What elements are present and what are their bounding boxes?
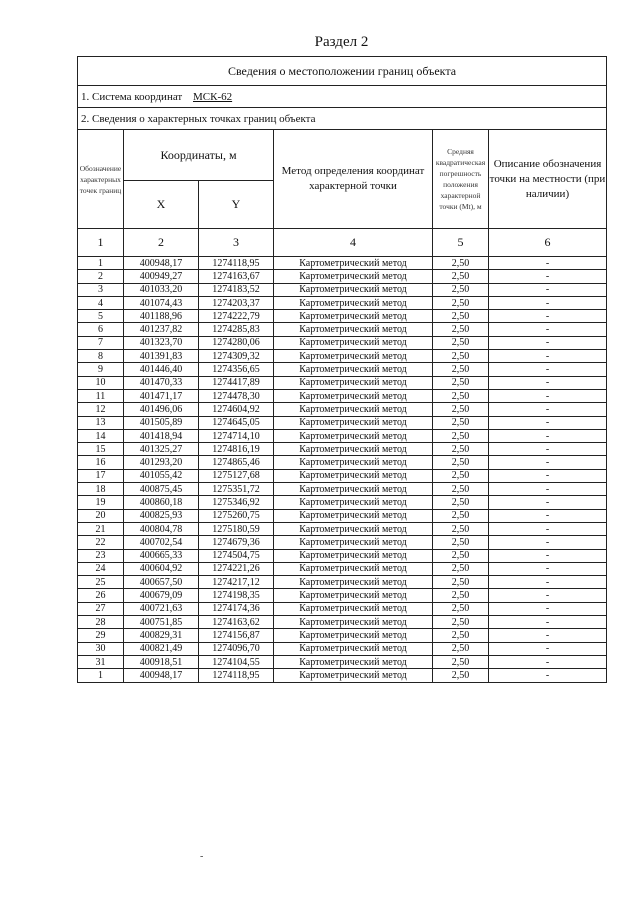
table-row xyxy=(78,469,607,482)
table-row xyxy=(78,496,607,509)
rms-error-cell: 2,50 xyxy=(433,403,489,416)
description-cell: - xyxy=(489,416,607,429)
column-number: 6 xyxy=(489,229,607,257)
description-cell: - xyxy=(489,363,607,376)
point-id-cell: 18 xyxy=(78,483,124,496)
x-coord-cell: 400751,85 xyxy=(124,616,199,629)
x-coord-cell: 401471,17 xyxy=(124,389,199,402)
table-row xyxy=(78,403,607,416)
rms-error-cell: 2,50 xyxy=(433,389,489,402)
x-coord-cell: 400702,54 xyxy=(124,536,199,549)
description-cell: - xyxy=(489,296,607,309)
description-cell: - xyxy=(489,655,607,668)
rms-error-cell: 2,50 xyxy=(433,296,489,309)
description-cell: - xyxy=(489,509,607,522)
method-cell: Картометрический метод xyxy=(274,602,433,615)
x-coord-cell: 400804,78 xyxy=(124,522,199,535)
method-cell: Картометрический метод xyxy=(274,363,433,376)
table-row xyxy=(78,536,607,549)
rms-error-cell: 2,50 xyxy=(433,363,489,376)
characteristic-points-label: 2. Сведения о характерных точках границ объекта xyxy=(78,108,607,130)
method-cell: Картометрический метод xyxy=(274,629,433,642)
y-coord-cell: 1274280,06 xyxy=(199,336,274,349)
description-cell: - xyxy=(489,310,607,323)
table-row xyxy=(78,376,607,389)
y-coord-cell: 1274417,89 xyxy=(199,376,274,389)
column-number: 2 xyxy=(124,229,199,257)
rms-error-cell: 2,50 xyxy=(433,589,489,602)
method-cell: Картометрический метод xyxy=(274,456,433,469)
method-cell: Картометрический метод xyxy=(274,376,433,389)
table-row xyxy=(78,363,607,376)
table-row xyxy=(78,642,607,655)
method-cell: Картометрический метод xyxy=(274,576,433,589)
y-coord-cell: 1274478,30 xyxy=(199,389,274,402)
y-coord-cell: 1274604,92 xyxy=(199,403,274,416)
method-cell: Картометрический метод xyxy=(274,589,433,602)
point-id-cell: 31 xyxy=(78,655,124,668)
method-cell: Картометрический метод xyxy=(274,549,433,562)
table-row xyxy=(78,562,607,575)
table-row xyxy=(78,416,607,429)
header-coordinates: Координаты, м xyxy=(124,130,274,181)
method-cell: Картометрический метод xyxy=(274,522,433,535)
description-cell: - xyxy=(489,589,607,602)
coord-system-value: МСК-62 xyxy=(192,90,233,103)
method-cell: Картометрический метод xyxy=(274,416,433,429)
y-coord-cell: 1274504,75 xyxy=(199,549,274,562)
column-number: 5 xyxy=(433,229,489,257)
table-row xyxy=(78,589,607,602)
description-cell: - xyxy=(489,616,607,629)
rms-error-cell: 2,50 xyxy=(433,576,489,589)
rms-error-cell: 2,50 xyxy=(433,536,489,549)
y-coord-cell: 1274285,83 xyxy=(199,323,274,336)
rms-error-cell: 2,50 xyxy=(433,602,489,615)
point-id-cell: 21 xyxy=(78,522,124,535)
table-row xyxy=(78,576,607,589)
table-row xyxy=(78,602,607,615)
method-cell: Картометрический метод xyxy=(274,389,433,402)
table-row xyxy=(78,456,607,469)
y-coord-cell: 1274309,32 xyxy=(199,350,274,363)
y-coord-cell: 1274865,46 xyxy=(199,456,274,469)
y-coord-cell: 1274156,87 xyxy=(199,629,274,642)
method-cell: Картометрический метод xyxy=(274,562,433,575)
x-coord-cell: 401055,42 xyxy=(124,469,199,482)
table-row xyxy=(78,509,607,522)
y-coord-cell: 1275180,59 xyxy=(199,522,274,535)
footer-mark: - xyxy=(200,851,204,862)
point-id-cell: 15 xyxy=(78,443,124,456)
rms-error-cell: 2,50 xyxy=(433,416,489,429)
rms-error-cell: 2,50 xyxy=(433,283,489,296)
method-cell: Картометрический метод xyxy=(274,429,433,442)
x-coord-cell: 400949,27 xyxy=(124,270,199,283)
point-id-cell: 13 xyxy=(78,416,124,429)
header-description: Описание обозначения точки на местности (при наличии) xyxy=(489,130,607,229)
point-id-cell: 27 xyxy=(78,602,124,615)
x-coord-cell: 401505,89 xyxy=(124,416,199,429)
point-id-cell: 20 xyxy=(78,509,124,522)
description-cell: - xyxy=(489,549,607,562)
point-id-cell: 29 xyxy=(78,629,124,642)
rms-error-cell: 2,50 xyxy=(433,270,489,283)
y-coord-cell: 1274118,95 xyxy=(199,669,274,682)
description-cell: - xyxy=(489,283,607,296)
description-cell: - xyxy=(489,642,607,655)
description-cell: - xyxy=(489,576,607,589)
method-cell: Картометрический метод xyxy=(274,655,433,668)
point-id-cell: 19 xyxy=(78,496,124,509)
coord-system-label: 1. Система координат xyxy=(81,90,183,103)
table-row xyxy=(78,283,607,296)
point-id-cell: 1 xyxy=(78,669,124,682)
method-cell: Картометрический метод xyxy=(274,642,433,655)
description-cell: - xyxy=(489,602,607,615)
y-coord-cell: 1275346,92 xyxy=(199,496,274,509)
point-id-cell: 2 xyxy=(78,270,124,283)
rms-error-cell: 2,50 xyxy=(433,669,489,682)
x-coord-cell: 401325,27 xyxy=(124,443,199,456)
y-coord-cell: 1275260,75 xyxy=(199,509,274,522)
x-coord-cell: 401033,20 xyxy=(124,283,199,296)
y-coord-cell: 1274118,95 xyxy=(199,257,274,270)
x-coord-cell: 400657,50 xyxy=(124,576,199,589)
y-coord-cell: 1274198,35 xyxy=(199,589,274,602)
table-row xyxy=(78,336,607,349)
method-cell: Картометрический метод xyxy=(274,350,433,363)
point-id-cell: 25 xyxy=(78,576,124,589)
x-coord-cell: 401188,96 xyxy=(124,310,199,323)
description-cell: - xyxy=(489,403,607,416)
x-coord-cell: 400860,18 xyxy=(124,496,199,509)
point-id-cell: 6 xyxy=(78,323,124,336)
y-coord-cell: 1275127,68 xyxy=(199,469,274,482)
description-cell: - xyxy=(489,350,607,363)
method-cell: Картометрический метод xyxy=(274,283,433,296)
rms-error-cell: 2,50 xyxy=(433,616,489,629)
description-cell: - xyxy=(489,669,607,682)
method-cell: Картометрический метод xyxy=(274,669,433,682)
table-row xyxy=(78,323,607,336)
description-cell: - xyxy=(489,562,607,575)
method-cell: Картометрический метод xyxy=(274,536,433,549)
point-id-cell: 30 xyxy=(78,642,124,655)
point-id-cell: 23 xyxy=(78,549,124,562)
x-coord-cell: 400679,09 xyxy=(124,589,199,602)
method-cell: Картометрический метод xyxy=(274,296,433,309)
table-row xyxy=(78,389,607,402)
header-x: X xyxy=(124,181,199,229)
description-cell: - xyxy=(489,443,607,456)
rms-error-cell: 2,50 xyxy=(433,629,489,642)
description-cell: - xyxy=(489,336,607,349)
point-id-cell: 17 xyxy=(78,469,124,482)
x-coord-cell: 401418,94 xyxy=(124,429,199,442)
description-cell: - xyxy=(489,483,607,496)
table-row xyxy=(78,629,607,642)
point-id-cell: 11 xyxy=(78,389,124,402)
point-id-cell: 14 xyxy=(78,429,124,442)
table-row xyxy=(78,616,607,629)
table-row xyxy=(78,429,607,442)
y-coord-cell: 1274203,37 xyxy=(199,296,274,309)
table-row xyxy=(78,655,607,668)
y-coord-cell: 1274221,26 xyxy=(199,562,274,575)
rms-error-cell: 2,50 xyxy=(433,323,489,336)
rms-error-cell: 2,50 xyxy=(433,310,489,323)
y-coord-cell: 1274679,36 xyxy=(199,536,274,549)
rms-error-cell: 2,50 xyxy=(433,562,489,575)
description-cell: - xyxy=(489,496,607,509)
point-id-cell: 24 xyxy=(78,562,124,575)
description-cell: - xyxy=(489,469,607,482)
description-cell: - xyxy=(489,389,607,402)
description-cell: - xyxy=(489,522,607,535)
y-coord-cell: 1274645,05 xyxy=(199,416,274,429)
method-cell: Картометрический метод xyxy=(274,257,433,270)
x-coord-cell: 400875,45 xyxy=(124,483,199,496)
x-coord-cell: 401074,43 xyxy=(124,296,199,309)
column-number: 3 xyxy=(199,229,274,257)
x-coord-cell: 400918,51 xyxy=(124,655,199,668)
x-coord-cell: 400948,17 xyxy=(124,669,199,682)
column-number: 1 xyxy=(78,229,124,257)
method-cell: Картометрический метод xyxy=(274,483,433,496)
coord-system-row xyxy=(78,86,607,108)
rms-error-cell: 2,50 xyxy=(433,443,489,456)
rms-error-cell: 2,50 xyxy=(433,336,489,349)
method-cell: Картометрический метод xyxy=(274,323,433,336)
method-cell: Картометрический метод xyxy=(274,496,433,509)
method-cell: Картометрический метод xyxy=(274,270,433,283)
rms-error-cell: 2,50 xyxy=(433,350,489,363)
table-row xyxy=(78,549,607,562)
x-coord-cell: 401446,40 xyxy=(124,363,199,376)
y-coord-cell: 1275351,72 xyxy=(199,483,274,496)
y-coord-cell: 1274096,70 xyxy=(199,642,274,655)
x-coord-cell: 400604,92 xyxy=(124,562,199,575)
table-row xyxy=(78,522,607,535)
table-row xyxy=(78,669,607,682)
description-cell: - xyxy=(489,456,607,469)
y-coord-cell: 1274174,36 xyxy=(199,602,274,615)
point-id-cell: 8 xyxy=(78,350,124,363)
rms-error-cell: 2,50 xyxy=(433,655,489,668)
section-title: Раздел 2 xyxy=(314,34,369,50)
description-cell: - xyxy=(489,323,607,336)
method-cell: Картометрический метод xyxy=(274,509,433,522)
x-coord-cell: 401470,33 xyxy=(124,376,199,389)
point-id-cell: 16 xyxy=(78,456,124,469)
x-coord-cell: 400821,49 xyxy=(124,642,199,655)
x-coord-cell: 400665,33 xyxy=(124,549,199,562)
description-cell: - xyxy=(489,270,607,283)
y-coord-cell: 1274714,10 xyxy=(199,429,274,442)
method-cell: Картометрический метод xyxy=(274,443,433,456)
x-coord-cell: 401496,06 xyxy=(124,403,199,416)
point-id-cell: 4 xyxy=(78,296,124,309)
rms-error-cell: 2,50 xyxy=(433,509,489,522)
point-id-cell: 26 xyxy=(78,589,124,602)
y-coord-cell: 1274222,79 xyxy=(199,310,274,323)
point-id-cell: 28 xyxy=(78,616,124,629)
table-row xyxy=(78,350,607,363)
y-coord-cell: 1274163,62 xyxy=(199,616,274,629)
point-id-cell: 7 xyxy=(78,336,124,349)
description-cell: - xyxy=(489,536,607,549)
rms-error-cell: 2,50 xyxy=(433,522,489,535)
point-id-cell: 10 xyxy=(78,376,124,389)
header-y: Y xyxy=(199,181,274,229)
rms-error-cell: 2,50 xyxy=(433,483,489,496)
x-coord-cell: 400948,17 xyxy=(124,257,199,270)
table-row xyxy=(78,270,607,283)
method-cell: Картометрический метод xyxy=(274,403,433,416)
rms-error-cell: 2,50 xyxy=(433,642,489,655)
header-rms-error: Средняя квадратическая погрешность положения характерной точки (Mt), м xyxy=(433,130,489,229)
description-cell: - xyxy=(489,257,607,270)
description-cell: - xyxy=(489,429,607,442)
method-cell: Картометрический метод xyxy=(274,616,433,629)
table-row xyxy=(78,310,607,323)
method-cell: Картометрический метод xyxy=(274,336,433,349)
column-number: 4 xyxy=(274,229,433,257)
x-coord-cell: 401293,20 xyxy=(124,456,199,469)
x-coord-cell: 401323,70 xyxy=(124,336,199,349)
y-coord-cell: 1274104,55 xyxy=(199,655,274,668)
point-id-cell: 3 xyxy=(78,283,124,296)
table-row xyxy=(78,443,607,456)
header-point-designation: Обозначение характерных точек границ xyxy=(78,130,124,229)
y-coord-cell: 1274183,52 xyxy=(199,283,274,296)
rms-error-cell: 2,50 xyxy=(433,469,489,482)
point-id-cell: 1 xyxy=(78,257,124,270)
rms-error-cell: 2,50 xyxy=(433,456,489,469)
x-coord-cell: 401237,82 xyxy=(124,323,199,336)
table-row xyxy=(78,296,607,309)
table-row xyxy=(78,257,607,270)
header-method: Метод определения координат характерной точки xyxy=(274,130,433,229)
description-cell: - xyxy=(489,376,607,389)
point-id-cell: 22 xyxy=(78,536,124,549)
method-cell: Картометрический метод xyxy=(274,310,433,323)
boundary-table xyxy=(77,56,607,683)
point-id-cell: 5 xyxy=(78,310,124,323)
y-coord-cell: 1274356,65 xyxy=(199,363,274,376)
y-coord-cell: 1274816,19 xyxy=(199,443,274,456)
table-title: Сведения о местоположении границ объекта xyxy=(78,57,607,86)
x-coord-cell: 400721,63 xyxy=(124,602,199,615)
x-coord-cell: 401391,83 xyxy=(124,350,199,363)
rms-error-cell: 2,50 xyxy=(433,549,489,562)
y-coord-cell: 1274163,67 xyxy=(199,270,274,283)
rms-error-cell: 2,50 xyxy=(433,257,489,270)
description-cell: - xyxy=(489,629,607,642)
rms-error-cell: 2,50 xyxy=(433,496,489,509)
y-coord-cell: 1274217,12 xyxy=(199,576,274,589)
point-id-cell: 9 xyxy=(78,363,124,376)
x-coord-cell: 400825,93 xyxy=(124,509,199,522)
x-coord-cell: 400829,31 xyxy=(124,629,199,642)
rms-error-cell: 2,50 xyxy=(433,429,489,442)
point-id-cell: 12 xyxy=(78,403,124,416)
table-row xyxy=(78,483,607,496)
rms-error-cell: 2,50 xyxy=(433,376,489,389)
method-cell: Картометрический метод xyxy=(274,469,433,482)
